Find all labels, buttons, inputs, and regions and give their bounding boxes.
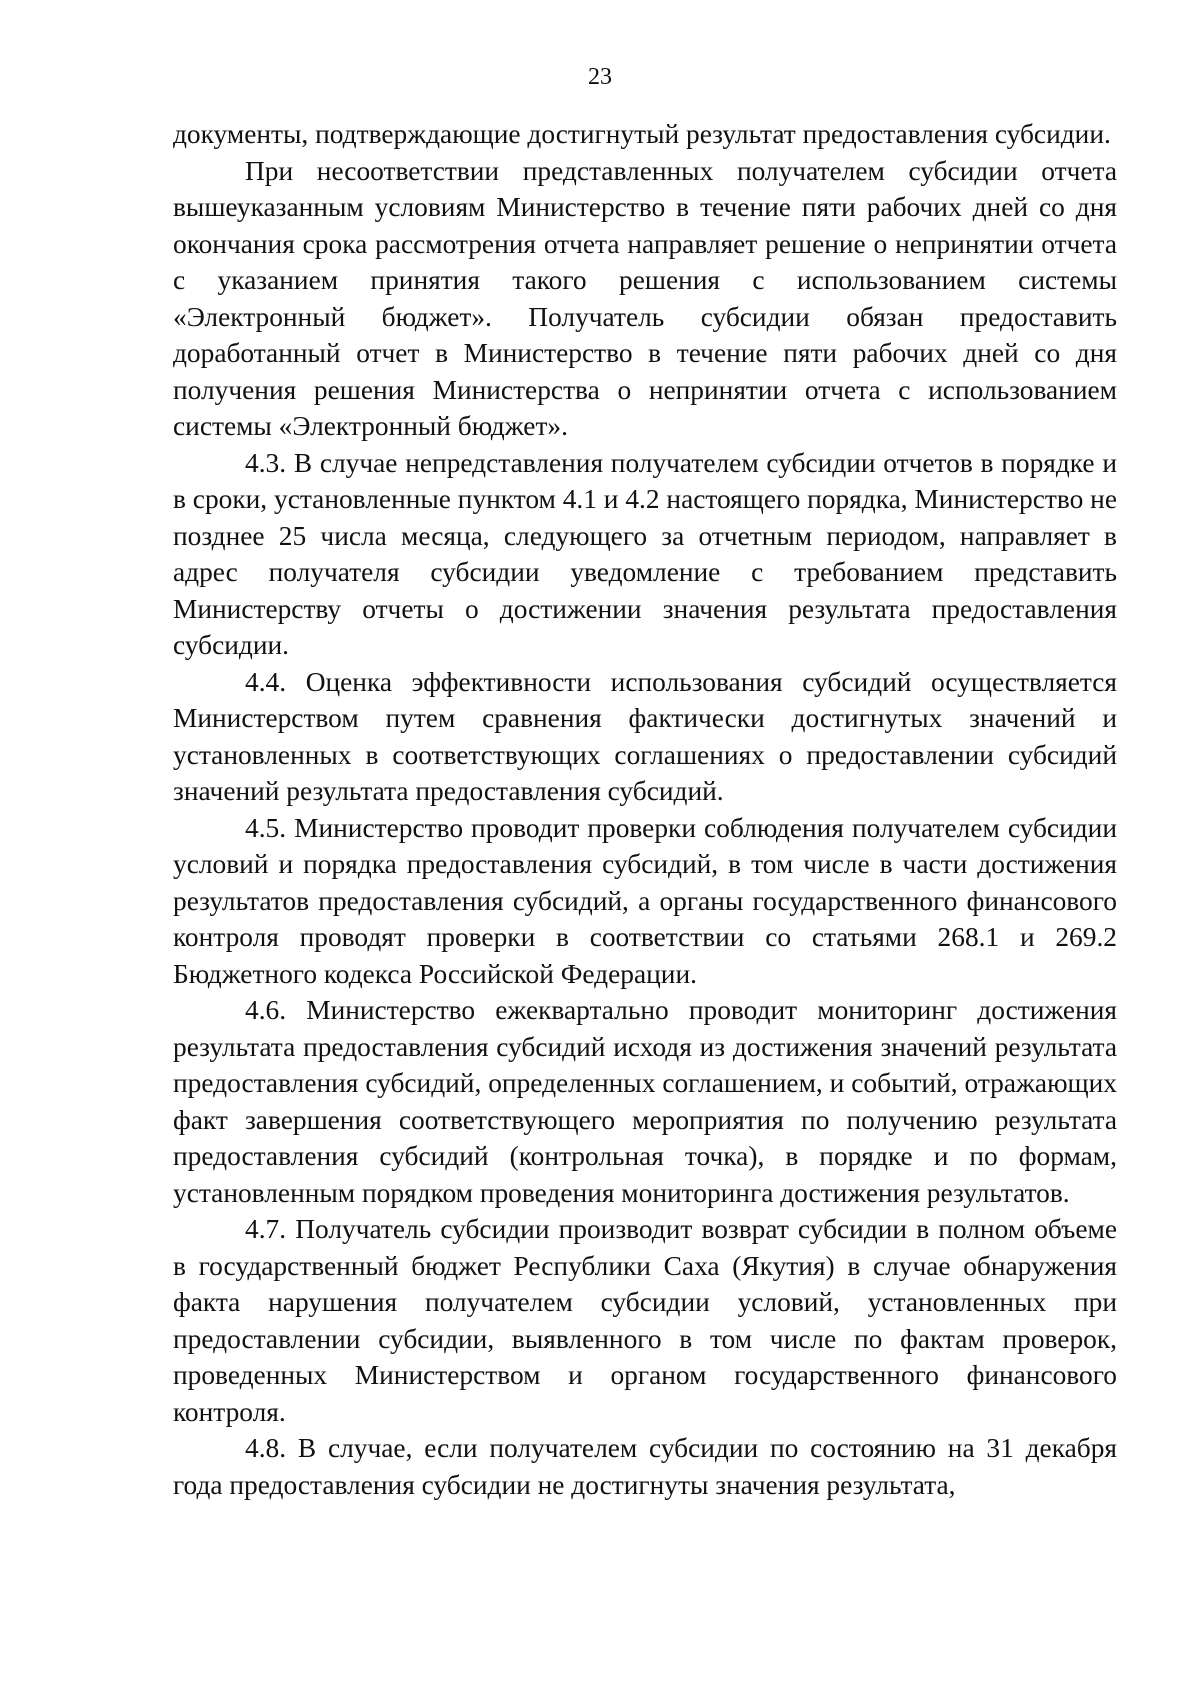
paragraph-4-4: 4.4. Оценка эффективности использования субсидий осуществляется Министерством путем сравнения фактически достигнутых значений и установленных в соответствующих соглашениях о предоставлении субсидий значений результата предоставления субсидий. bbox=[173, 666, 1117, 806]
paragraph-4-3: 4.3. В случае непредставления получателем субсидии отчетов в порядке и в сроки, установленные пунктом 4.1 и 4.2 настоящего порядка, Министерство не позднее 25 числа месяца, следующего за отчетным периодом, направляет в адрес получателя субсидии уведомление с требованием представить Министерству отчеты о достижении значения результата предоставления субсидии. bbox=[173, 447, 1117, 660]
document-body bbox=[173, 116, 1117, 1503]
paragraph-report-rejection: При несоответствии представленных получателем субсидии отчета вышеуказанным условиям Министерство в течение пяти рабочих дней со дня окончания срока рассмотрения отчета направляет решение о непринятии отчета с указанием принятия такого решения с использованием системы «Электронный бюджет». Получатель субсидии обязан предоставить доработанный отчет в Министерство в течение пяти рабочих дней со дня получения решения Министерства о непринятии отчета с использованием системы «Электронный бюджет». bbox=[173, 155, 1117, 441]
paragraph-4-5: 4.5. Министерство проводит проверки соблюдения получателем субсидии условий и порядка предоставления субсидий, в том числе в части достижения результатов предоставления субсидий, а органы государственного финансового контроля проводят проверки в соответствии со статьями 268.1 и 269.2 Бюджетного кодекса Российской Федерации. bbox=[173, 812, 1117, 989]
paragraph-continuation: документы, подтверждающие достигнутый результат предоставления субсидии. bbox=[173, 119, 1111, 149]
paragraph-4-8: 4.8. В случае, если получателем субсидии по состоянию на 31 декабря года предоставления субсидии не достигнуты значения результата, bbox=[173, 1433, 1117, 1500]
page-number: 23 bbox=[588, 64, 612, 90]
paragraph-4-7: 4.7. Получатель субсидии производит возврат субсидии в полном объеме в государственный бюджет Республики Саха (Якутия) в случае обнаружения факта нарушения получателем субсидии условий, установленных при предоставлении субсидии, выявленного в том числе по фактам проверок, проведенных Министерством и органом государственного финансового контроля. bbox=[173, 1214, 1117, 1427]
paragraph-4-6: 4.6. Министерство ежеквартально проводит мониторинг достижения результата предоставления субсидий исходя из достижения значений результата предоставления субсидий, определенных соглашением, и событий, отражающих факт завершения соответствующего мероприятия по получению результата предоставления субсидий (контрольная точка), в порядке и по формам, установленным порядком проведения мониторинга достижения результатов. bbox=[173, 995, 1117, 1208]
